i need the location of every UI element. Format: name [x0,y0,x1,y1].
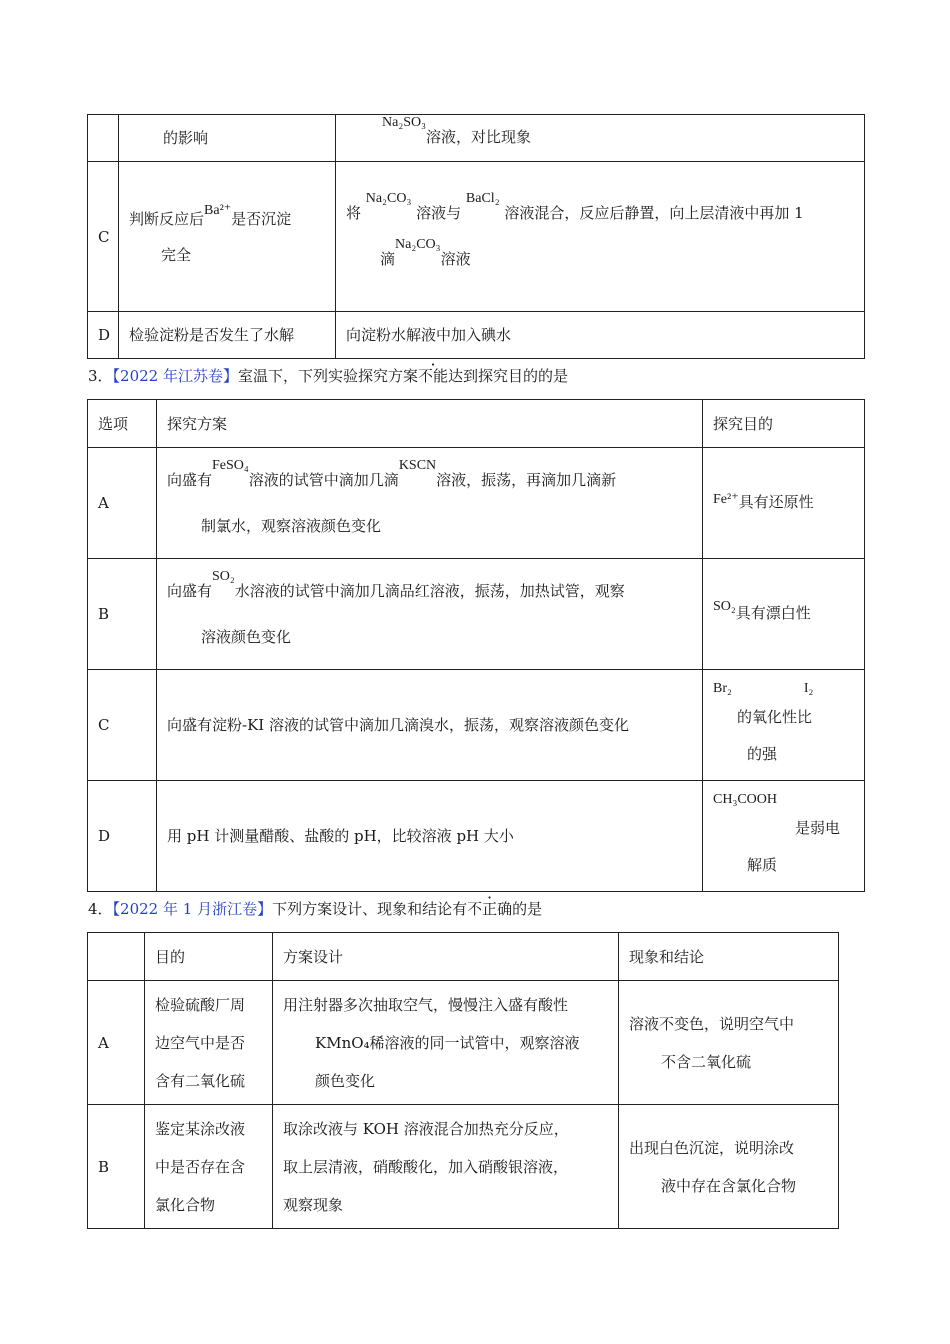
option-cell: B [88,1105,145,1229]
goal-line: 检验硫酸厂周 [155,995,246,1014]
goal-cell [145,981,273,1105]
question-number: 4． [88,900,113,918]
chem-formula: Na₂CO₃ [365,190,412,206]
question-3 [88,366,568,386]
result-cell [619,1105,839,1229]
table-row [88,1105,839,1229]
question-number: 3． [88,367,113,385]
plan-cell [157,448,703,559]
purpose-text: 判断反应后 [129,209,205,228]
chem-formula: SO₂ [212,569,235,584]
chem-formula: I₂ [803,681,814,696]
purpose-cell [119,162,336,312]
goal-text: 具有漂白性 [735,604,811,622]
emphasis-text: 不能 [418,367,449,385]
chem-formula: CH₃COOH [713,792,777,807]
plan-cell [336,162,865,312]
goal-cell [145,1105,273,1229]
option-cell: C [88,162,119,312]
plan-text: 溶液混合，反应后静置，向上层清液中再加 1 [504,203,804,222]
goal-line: 鉴定某涂改液 [155,1119,246,1138]
chem-ion: Fe²⁺ [713,492,739,507]
plan-text: 溶液的试管中滴加几滴 [248,471,399,489]
goal-text: 的强 [747,745,778,763]
question-source: 【2022 年 1 月浙江卷】 [112,900,273,918]
chem-formula: Na₂SO₃ [382,115,426,130]
goal-text: 的氧化性比 [737,708,813,726]
result-line: 出现白色沉淀，说明涂改 [629,1138,795,1157]
chem-formula: KSCN [398,458,437,473]
plan-line: KMnO₄稀溶液的同一试管中，观察溶液 [315,1033,580,1052]
plan-text: 向盛有 [167,471,213,489]
goal-text: 是弱电 [795,819,841,837]
header-cell: 选项 [88,400,157,448]
option-cell: B [88,559,157,670]
option-cell: D [88,781,157,892]
table-row [88,670,865,781]
goal-line: 边空气中是否 [155,1033,246,1052]
chem-formula: Na₂CO₃ [395,236,441,252]
question-text: 达到探究目的的是 [448,367,569,385]
table-row [88,162,865,312]
header-cell [88,933,145,981]
table-row [88,448,865,559]
table-2 [87,399,865,892]
goal-cell [703,670,865,781]
plan-cell [273,1105,619,1229]
table-1 [87,114,865,359]
plan-text: 溶液 [440,249,471,268]
result-line: 不含二氧化硫 [661,1052,752,1071]
chem-ion: Ba²⁺ [204,202,232,218]
goal-line: 氯化合物 [155,1195,216,1214]
option-cell: D [88,312,119,359]
table-row [88,781,865,892]
plan-text: 滴 [380,249,396,268]
plan-line: 取涂改液与 KOH 溶液混合加热充分反应， [283,1119,569,1138]
plan-text: 向盛有 [167,582,213,600]
plan-text: 溶液与 [416,203,462,222]
table-row [88,115,865,162]
question-text: 室温下，下列实验探究方案 [238,367,419,385]
plan-cell [273,981,619,1105]
table-header-row [88,400,865,448]
header-cell: 方案设计 [273,933,619,981]
plan-line: 用注射器多次抽取空气，慢慢注入盛有酸性 [283,995,569,1014]
goal-cell [703,781,865,892]
purpose-cell: 的影响 [119,115,336,162]
chem-formula: SO₂ [713,599,736,614]
purpose-cell: 检验淀粉是否发生了水解 [119,312,336,359]
table-3 [87,932,839,1229]
plan-cell: 向盛有淀粉-KI 溶液的试管中滴加几滴溴水，振荡，观察溶液颜色变化 [157,670,703,781]
result-line: 液中存在含氯化合物 [661,1176,797,1195]
purpose-text: 是否沉淀 [231,209,292,228]
plan-cell [336,115,865,162]
option-cell: A [88,981,145,1105]
plan-text: 溶液，振荡，再滴加几滴新 [436,471,617,489]
question-4 [88,899,542,919]
question-text: 的是 [512,900,543,918]
plan-cell: 向淀粉水解液中加入碘水 [336,312,865,359]
goal-text: 具有还原性 [738,493,814,511]
result-line: 溶液不变色，说明空气中 [629,1014,795,1033]
purpose-text: 完全 [161,245,192,264]
header-cell: 探究目的 [703,400,865,448]
header-cell: 现象和结论 [619,933,839,981]
option-cell: A [88,448,157,559]
table-header-row [88,933,839,981]
plan-cell: 用 pH 计测量醋酸、盐酸的 pH，比较溶液 pH 大小 [157,781,703,892]
question-source: 【2022 年江苏卷】 [112,367,238,385]
chem-formula: FeSO₄ [212,458,249,473]
option-cell [88,115,119,162]
option-cell: C [88,670,157,781]
question-text: 下列方案设计、现象和结论有 [272,900,468,918]
plan-text: 溶液，对比现象 [425,128,531,146]
plan-text: 溶液颜色变化 [201,628,292,646]
header-cell: 探究方案 [157,400,703,448]
result-cell [619,981,839,1105]
plan-text: 制氯水，观察溶液颜色变化 [201,517,382,535]
table-row [88,312,865,359]
plan-line: 取上层清液，硝酸酸化，加入硝酸银溶液， [283,1157,569,1176]
plan-line: 观察现象 [283,1195,344,1214]
chem-formula: BaCl₂ [465,190,500,206]
plan-line: 颜色变化 [315,1071,376,1090]
plan-cell [157,559,703,670]
chem-formula: Br₂ [713,681,732,696]
table-row [88,559,865,670]
goal-line: 中是否存在含 [155,1157,246,1176]
table-row [88,981,839,1105]
header-cell: 目的 [145,933,273,981]
emphasis-text: 不正确 [467,900,513,918]
plan-text: 水溶液的试管中滴加几滴品红溶液，振荡，加热试管，观察 [234,582,625,600]
goal-cell [703,559,865,670]
goal-text: 解质 [747,856,778,874]
goal-line: 含有二氧化硫 [155,1071,246,1090]
plan-text: 将 [346,203,362,222]
goal-cell [703,448,865,559]
